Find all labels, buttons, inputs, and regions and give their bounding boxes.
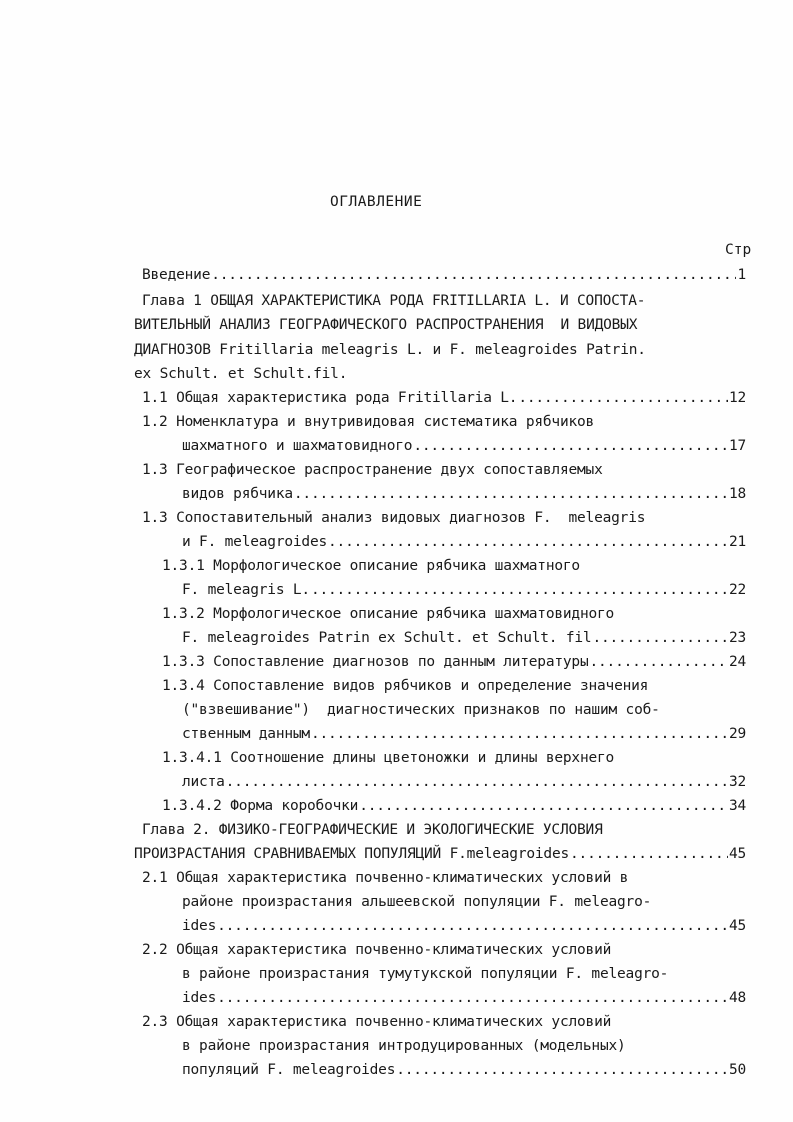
toc-entry-text: 1.1 Общая характеристика рода Fritillaria L.	[142, 390, 518, 406]
toc-page-number: 24	[728, 654, 746, 670]
toc-entry-text: ственным данным	[182, 726, 310, 742]
dot-leader	[311, 725, 728, 743]
dot-leader	[217, 989, 728, 1007]
toc-entry-1-3-2-line-1: 1.3.2 Морфологическое описание рябчика шахматовидного	[162, 606, 615, 622]
toc-page-number: 29	[728, 726, 746, 742]
chapter-2-heading	[134, 845, 746, 863]
toc-page-number: 12	[728, 390, 746, 406]
toc-entry-1-3-4-1-line-1: 1.3.4.1 Соотношение длины цветоножки и длины верхнего	[162, 750, 615, 766]
chapter-1-heading-line-3: ДИАГНОЗОВ Fritillaria meleagris L. и F. meleagroides Patrin.	[134, 342, 646, 358]
dot-leader	[359, 797, 728, 815]
dot-leader	[217, 917, 728, 935]
toc-entry-text: F. meleagris L.	[182, 582, 310, 598]
chapter-2-heading-line-1: Глава 2. ФИЗИКО-ГЕОГРАФИЧЕСКИЕ И ЭКОЛОГИЧЕСКИЕ УСЛОВИЯ	[142, 822, 603, 838]
toc-entry-text: ПРОИЗРАСТАНИЯ СРАВНИВАЕМЫХ ПОПУЛЯЦИЙ F.meleagroides	[134, 846, 570, 862]
toc-entry-1-3a-line-1: 1.3 Географическое распространение двух сопоставляемых	[142, 462, 603, 478]
toc-entry-text: 1.3.3 Сопоставление диагнозов по данным литературы	[162, 654, 589, 670]
toc-entry-text: листа	[182, 774, 225, 790]
toc-entry-2-2-line-1: 2.2 Общая характеристика почвенно-климатических условий	[142, 942, 612, 958]
toc-entry-intro	[142, 266, 746, 284]
toc-entry-2-3	[182, 1061, 746, 1079]
dot-leader	[396, 1061, 728, 1079]
toc-page-number: 21	[728, 534, 746, 550]
toc-entry-text: видов рябчика	[182, 486, 293, 502]
toc-entry-1-3b	[182, 533, 746, 551]
toc-entry-2-2-line-2: в районе произрастания тумутукской популяции F. meleagro-	[182, 966, 669, 982]
toc-title: ОГЛАВЛЕНИЕ	[330, 194, 423, 210]
toc-entry-1-3-4-2	[162, 797, 746, 815]
toc-entry-text: ides	[182, 990, 217, 1006]
dot-leader	[518, 389, 728, 407]
chapter-1-heading-line-1: Глава 1 ОБЩАЯ ХАРАКТЕРИСТИКА РОДА FRITILLARIA L. И СОПОСТА-	[142, 293, 646, 309]
toc-entry-2-1-line-2: районе произрастания альшеевской популяции F. meleagro-	[182, 894, 652, 910]
toc-entry-1-2-line-1: 1.2 Номенклатура и внутривидовая систематика рябчиков	[142, 414, 595, 430]
toc-page-number: 34	[728, 798, 746, 814]
toc-entry-1-3-2	[182, 629, 746, 647]
toc-entry-2-1	[182, 917, 746, 935]
dot-leader	[294, 485, 728, 503]
page-column-header: Стр	[725, 242, 752, 258]
toc-entry-1-3b-line-1: 1.3 Сопоставительный анализ видовых диагнозов F. meleagris	[142, 510, 646, 526]
dot-leader	[592, 629, 728, 647]
toc-entry-text: популяций F. meleagroides	[182, 1062, 396, 1078]
chapter-1-heading-line-4: ex Schult. et Schult.fil.	[134, 366, 348, 382]
toc-entry-text: ides	[182, 918, 217, 934]
toc-entry-2-2	[182, 989, 746, 1007]
toc-entry-text: 1.3.4.2 Форма коробочки	[162, 798, 359, 814]
toc-page-number: 23	[728, 630, 746, 646]
toc-page-number: 48	[728, 990, 746, 1006]
dot-leader	[226, 773, 728, 791]
toc-page-number: 1	[737, 267, 746, 283]
toc-entry-1-3a	[182, 485, 746, 503]
dot-leader	[590, 653, 728, 671]
toc-entry-1-2	[182, 437, 746, 455]
toc-page-number: 18	[728, 486, 746, 502]
dot-leader	[413, 437, 728, 455]
toc-entry-1-3-1	[182, 581, 746, 599]
toc-page-number: 32	[728, 774, 746, 790]
dot-leader	[570, 845, 728, 863]
dot-leader	[328, 533, 728, 551]
toc-entry-text: F. meleagroides Patrin ex Schult. et Schult. fil	[182, 630, 592, 646]
toc-entry-2-3-line-2: в районе произрастания интродуцированных (модельных)	[182, 1038, 626, 1054]
toc-entry-1-3-4-1	[182, 773, 746, 791]
toc-entry-1-3-3	[162, 653, 746, 671]
toc-page-number: 50	[728, 1062, 746, 1078]
chapter-1-heading-line-2: ВИТЕЛЬНЫЙ АНАЛИЗ ГЕОГРАФИЧЕСКОГО РАСПРОСТРАНЕНИЯ И ВИДОВЫХ	[134, 317, 638, 333]
dot-leader	[211, 266, 736, 284]
toc-page-number: 45	[728, 846, 746, 862]
toc-entry-1-3-4	[182, 725, 746, 743]
toc-page-number: 22	[728, 582, 746, 598]
toc-entry-text: Введение	[142, 267, 211, 283]
toc-entry-1-3-1-line-1: 1.3.1 Морфологическое описание рябчика шахматного	[162, 558, 580, 574]
toc-entry-text: шахматного и шахматовидного	[182, 438, 413, 454]
toc-entry-text: и F. meleagroides	[182, 534, 328, 550]
toc-entry-1-3-4-line-2: ("взвешивание") диагностических признаков по нашим соб-	[182, 702, 660, 718]
toc-entry-1-1	[142, 389, 746, 407]
toc-page-number: 17	[728, 438, 746, 454]
toc-entry-2-3-line-1: 2.3 Общая характеристика почвенно-климатических условий	[142, 1014, 612, 1030]
toc-entry-1-3-4-line-1: 1.3.4 Сопоставление видов рябчиков и определение значения	[162, 678, 649, 694]
toc-page-number: 45	[728, 918, 746, 934]
toc-entry-2-1-line-1: 2.1 Общая характеристика почвенно-климатических условий в	[142, 870, 629, 886]
dot-leader	[311, 581, 728, 599]
